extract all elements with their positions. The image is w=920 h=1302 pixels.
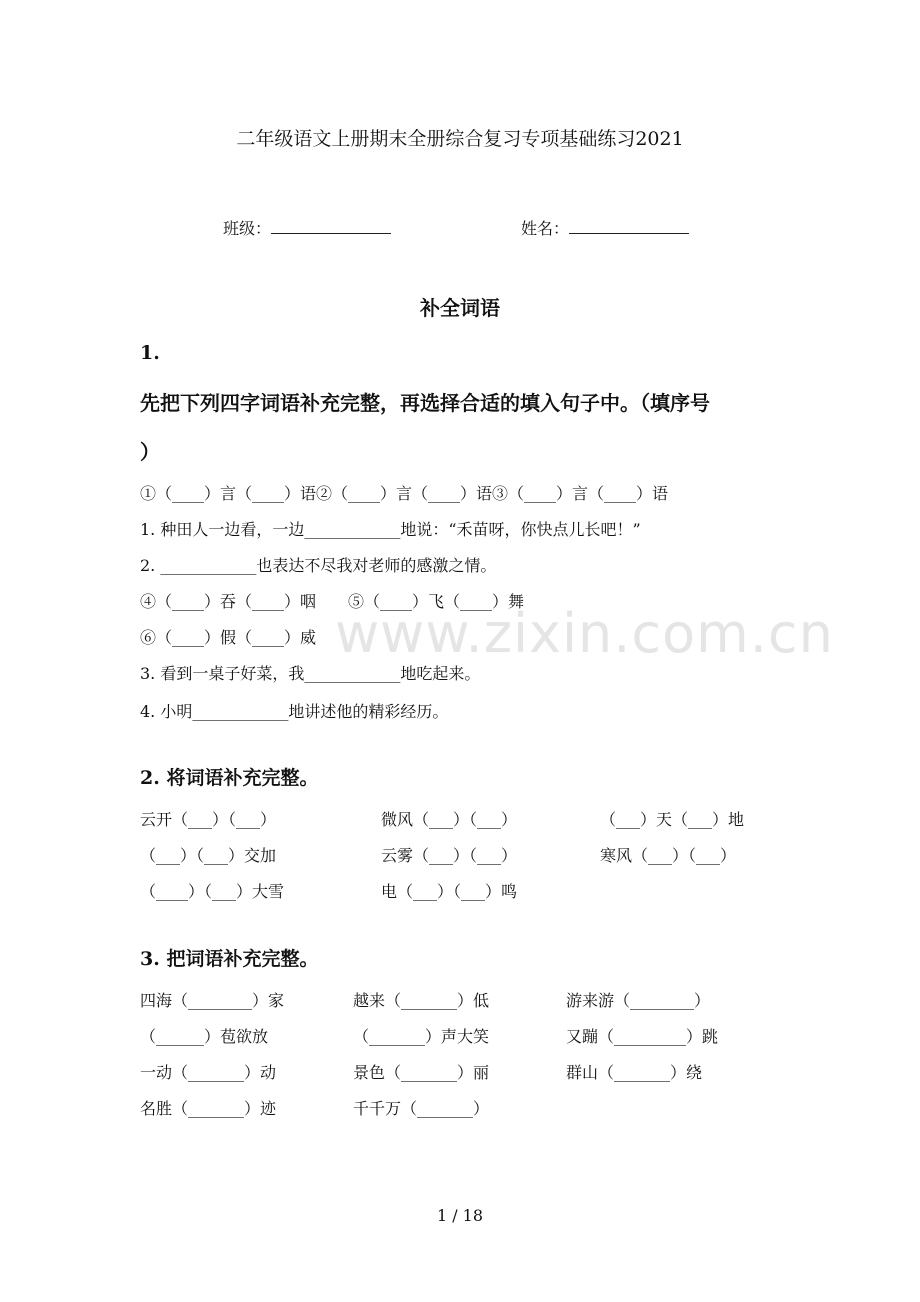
page-title: 二年级语文上册期末全册综合复习专项基础练习2021: [236, 128, 684, 150]
q1-line: 1. 种田人一边看，一边____________地说：“禾苗呀，你快点儿长吧！”: [140, 520, 641, 539]
class-label: 班级：: [223, 219, 272, 238]
q3-item: 名胜（_______）迹: [140, 1099, 277, 1118]
class-blank: [271, 219, 391, 234]
q1-line: ⑥（____）假（____）威: [140, 628, 317, 647]
q2-item: （____）（___）大雪: [140, 882, 285, 901]
q2-item: （___）（___）交加: [140, 846, 277, 865]
q2-item: 寒风（___）（___）: [600, 846, 737, 865]
q3-item: 景色（_______）丽: [353, 1063, 490, 1082]
q1-line: ①（____）言（____）语②（____）言（____）语③（____）言（____）语: [140, 484, 669, 503]
q3-item: （______）苞欲放: [140, 1027, 269, 1046]
q1-line: 4. 小明____________地讲述他的精彩经历。: [140, 702, 449, 721]
name-field: [521, 216, 689, 239]
name-label: 姓名：: [521, 219, 570, 238]
q3-heading: 3. 把词语补充完整。: [140, 948, 319, 970]
q1-instruction-line2: ）: [140, 440, 160, 464]
q3-item: （_______）声大笑: [353, 1027, 490, 1046]
class-field: [223, 216, 391, 239]
q1-line: ④（____）吞（____）咽 ⑤（____）飞（____）舞: [140, 592, 525, 611]
q2-item: 云雾（___）（___）: [381, 846, 518, 865]
q3-item: 千千万（_______）: [353, 1099, 490, 1118]
q2-item: 微风（___）（___）: [381, 810, 518, 829]
watermark: www.zixin.com.cn: [335, 602, 834, 665]
q3-item: 四海（________）家: [140, 991, 285, 1010]
q2-item: 电（___）（___）鸣: [381, 882, 518, 901]
q1-instruction-line1: 先把下列四字词语补充完整，再选择合适的填入句子中。（填序号: [140, 391, 710, 415]
name-blank: [569, 219, 689, 234]
q3-item: 游来游（________）: [566, 991, 711, 1010]
q1-line: 2. ____________也表达不尽我对老师的感激之情。: [140, 556, 497, 575]
q1-line: 3. 看到一桌子好菜，我____________地吃起来。: [140, 664, 481, 683]
q3-item: 群山（_______）绕: [566, 1063, 703, 1082]
page-number: 1 / 18: [436, 1206, 484, 1225]
q3-item: 又蹦（_________）跳: [566, 1027, 719, 1046]
q2-item: （___）天（___）地: [600, 810, 745, 829]
q2-item: 云开（___）（___）: [140, 810, 277, 829]
q3-item: 越来（_______）低: [353, 991, 490, 1010]
section-title: 补全词语: [420, 296, 500, 320]
q1-number: 1.: [140, 342, 160, 364]
q3-item: 一动（_______）动: [140, 1063, 277, 1082]
q2-heading: 2. 将词语补充完整。: [140, 767, 319, 789]
